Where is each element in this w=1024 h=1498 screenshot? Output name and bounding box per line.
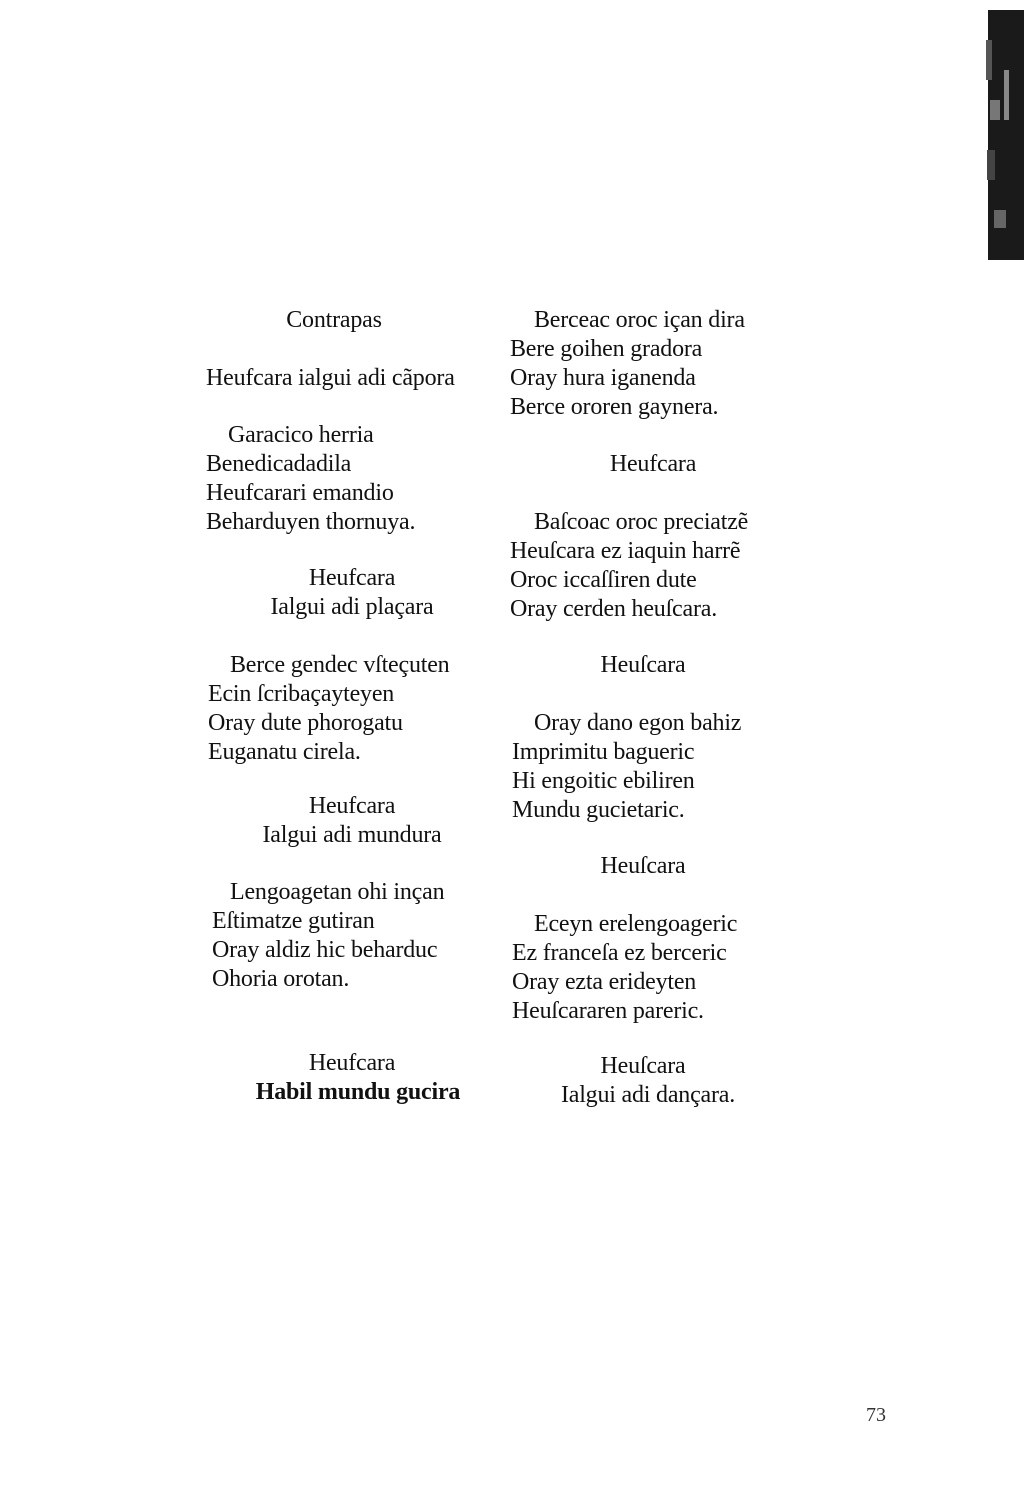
refrain-line: Ialgui adi dançara. [560,1082,736,1108]
verse-line: Euganatu cirela. [208,739,361,765]
verse-line: Oray hura iganenda [510,365,696,391]
verse-line: Berce ororen gaynera. [510,394,719,420]
verse-line: Ohoria orotan. [212,966,350,992]
verse-line: Benedicadadila [206,451,352,477]
verse-line: Ecin ſcribaçayteyen [208,681,395,707]
refrain-line: Heufcara [308,565,396,591]
verse-line: Berceac oroc içan dira [534,307,745,333]
verse-line: Oray dano egon bahiz [534,710,742,736]
refrain-line: Ialgui adi plaçara [270,594,434,620]
refrain-line: Heufcara [609,451,697,477]
verse-line: Oray cerden heuſcara. [510,596,717,622]
verse-line: Berce gendec vſteçuten [230,652,450,678]
poem-title: Contrapas [286,307,382,333]
verse-line: Hi engoitic ebiliren [512,768,695,794]
refrain-line: Habil mundu gucira [255,1079,461,1105]
verse-line: Eceyn erelengoageric [534,911,738,937]
verse-line: Oroc iccaſſiren dute [510,567,697,593]
verse-line: Heufcarari emandio [206,480,394,506]
poem-first-line: Heufcara ialgui adi cãpora [206,365,455,391]
verse-line: Heuſcararen pareric. [512,998,704,1024]
verse-line: Oray aldiz hic beharduc [212,937,438,963]
verse-line: Mundu gucietaric. [512,797,685,823]
verse-line: Heuſcara ez iaquin harrẽ [510,538,741,564]
verse-line: Oray dute phorogatu [208,710,403,736]
page-edge-strip [984,10,1024,260]
verse-line: Baſcoac oroc preciatzẽ [534,509,749,535]
page-number: 73 [866,1404,886,1426]
refrain-line: Heuſcara [600,853,686,879]
refrain-line: Heuſcara [600,652,686,678]
verse-line: Ez franceſa ez berceric [512,940,727,966]
verse-line: Oray ezta erideyten [512,969,697,995]
refrain-line: Heufcara [308,1050,396,1076]
refrain-line: Heuſcara [600,1053,686,1079]
verse-line: Lengoagetan ohi inçan [230,879,445,905]
verse-line: Imprimitu bagueric [512,739,695,765]
refrain-line: Heufcara [308,793,396,819]
verse-line: Beharduyen thornuya. [206,509,416,535]
refrain-line: Ialgui adi mundura [262,822,442,848]
verse-line: Garacico herria [228,422,374,448]
verse-line: Bere goihen gradora [510,336,703,362]
verse-line: Eſtimatze gutiran [212,908,375,934]
